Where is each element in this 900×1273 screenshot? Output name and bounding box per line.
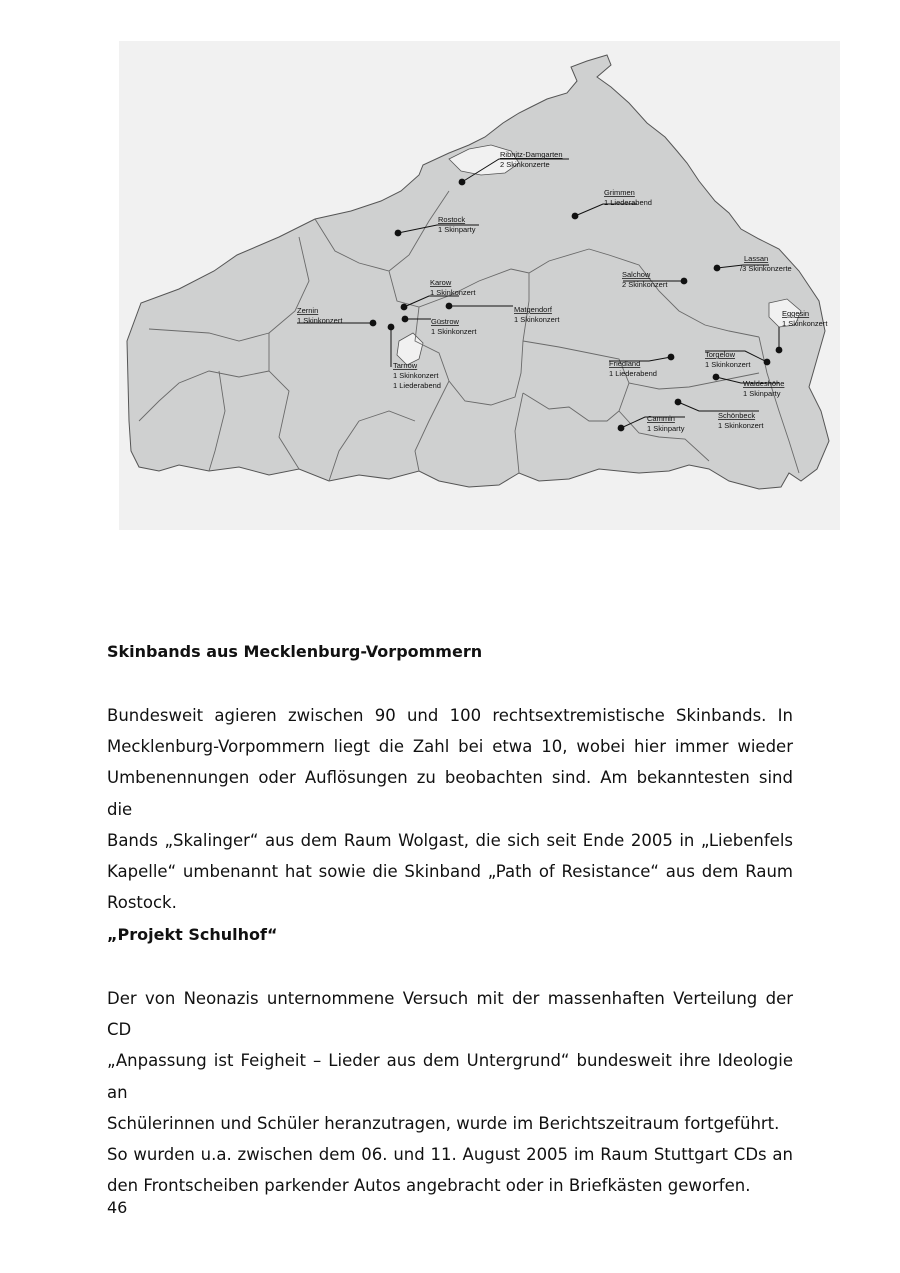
location-name: Lassan [744,254,769,263]
location-name: Torgelow [705,350,736,359]
section-heading-projekt-schulhof: „Projekt Schulhof“ [107,925,278,944]
paragraph-line: So wurden u.a. zwischen dem 06. und 11. August 2005 im Raum Stuttgart CDs an [107,1145,793,1165]
paragraph-line: Umbenennungen oder Auflösungen zu beobachten sind. Am bekanntesten sind die [107,768,793,819]
location-detail: 1 Skinkonzert [430,288,476,297]
district-map [119,41,840,530]
location-detail-2: 1 Liederabend [393,381,441,390]
location-detail: 1 Skinkonzert [705,360,751,369]
paragraph-line: Schülerinnen und Schüler heranzutragen, wurde im Berichtszeitraum fortgeführt. [107,1113,780,1133]
location-detail: 2 Skinkonzert [622,280,668,289]
paragraph-skinbands [107,700,793,918]
location-detail: 1 Skinkonzert [297,316,343,325]
location-detail: 1 Skinkonzert [782,319,828,328]
paragraph-projekt-schulhof [107,983,793,1201]
map-svg [119,41,840,530]
location-detail: 1 Liederabend [604,198,652,207]
location-name: Cammin [647,414,675,423]
paragraph-line: Mecklenburg-Vorpommern liegt die Zahl bei etwa 10, wobei hier immer wieder [107,737,793,757]
location-name: Schönbeck [718,411,756,420]
paragraph-line: „Anpassung ist Feigheit – Lieder aus dem Untergrund“ bundesweit ihre Ideologie an [107,1051,793,1102]
location-detail: 1 Skinkonzert [514,315,560,324]
location-detail: 1 Liederabend [609,369,657,378]
location-detail: 1 Skinkonzert [718,421,764,430]
location-name: Zernin [297,306,319,315]
section-heading-skinbands: Skinbands aus Mecklenburg-Vorpommern [107,642,483,661]
location-name: Matgendorf [514,305,552,314]
location-name: Tarnow [393,361,418,370]
location-name: Friedland [609,359,641,368]
location-detail: 1 Skinkonzert [431,327,477,336]
location-detail: 1 Skinkonzert [393,371,439,380]
location-name: Salchow [622,270,651,279]
location-detail: 1 Skinparty [743,389,781,398]
paragraph-line: den Frontscheiben parkender Autos angebracht oder in Briefkästen geworfen. [107,1176,751,1196]
location-name: Güstrow [431,317,459,326]
location-detail: 1 Skinparty [438,225,476,234]
paragraph-line: Kapelle“ umbenannt hat sowie die Skinband „Path of Resistance“ aus dem Raum [107,862,793,882]
location-detail: 2 Skinkonzerte [500,160,550,169]
location-detail: 1 Skinparty [647,424,685,433]
location-detail: /3 Skinkonzerte [740,264,792,273]
paragraph-line: Rostock. [107,893,177,913]
location-name: Rostock [438,215,466,224]
paragraph-line: Bands „Skalinger“ aus dem Raum Wolgast, die sich seit Ende 2005 in „Liebenfels [107,830,793,850]
page-number: 46 [107,1198,128,1217]
paragraph-line: Bundesweit agieren zwischen 90 und 100 rechtsextremistische Skinbands. In [107,706,793,725]
location-name: Waldeshöhe [743,379,785,388]
location-name: Ribnitz-Damgarten [500,150,563,159]
location-name: Karow [430,278,452,287]
location-name: Grimmen [604,188,635,197]
location-name: Eggesin [782,309,810,318]
paragraph-line: Der von Neonazis unternommene Versuch mit der massenhaften Verteilung der CD [107,989,793,1040]
